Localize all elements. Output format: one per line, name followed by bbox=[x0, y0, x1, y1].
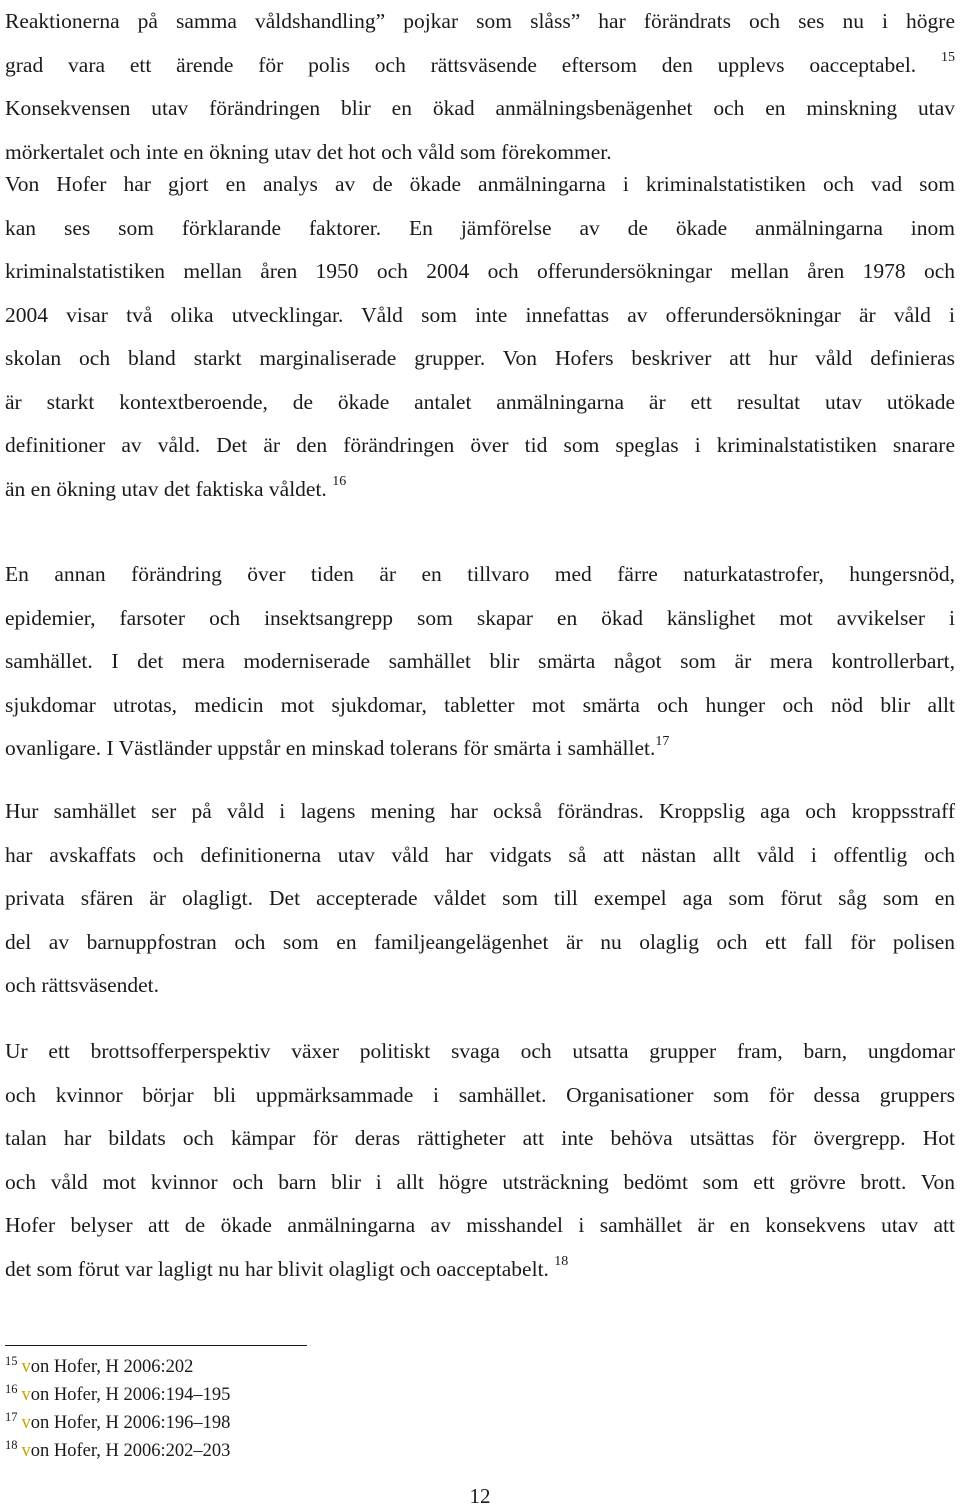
footnotes-section bbox=[5, 1353, 505, 1465]
paragraph-line: 2004 visar två olika utvecklingar. Våld som inte innefattas av offerundersökningar är våld i bbox=[5, 302, 955, 327]
paragraph-line: Reaktionerna på samma våldshandling” pojkar som slåss” har förändrats och ses nu i högre bbox=[5, 9, 955, 33]
footnote-number: 15 bbox=[5, 1353, 18, 1368]
footnote-ref[interactable]: 15 bbox=[941, 50, 956, 66]
footnote-initial: v bbox=[21, 1357, 31, 1377]
footnote-divider bbox=[5, 1345, 307, 1346]
paragraph-line-text: ovanligare. I Västländer uppstår en minskad tolerans för smärta i samhället. bbox=[5, 736, 656, 760]
footnote-item bbox=[5, 1437, 505, 1465]
paragraph-line: sjukdomar utrotas, medicin mot sjukdomar, tabletter mot smärta och hunger och nöd blir allt bbox=[5, 692, 955, 717]
paragraph-line: kan ses som förklarande faktorer. En jämförelse av de ökade anmälningarna inom bbox=[5, 215, 955, 240]
footnote-item bbox=[5, 1381, 505, 1409]
paragraph-line: Hofer belyser att de ökade anmälningarna av misshandel i samhället är en konsekvens utav att bbox=[5, 1213, 955, 1237]
paragraph-line: har avskaffats och definitionerna utav våld har vidgats så att nästan allt våld i offentlig och bbox=[5, 842, 955, 867]
paragraph-line bbox=[5, 1248, 955, 1292]
paragraph-line: och våld mot kvinnor och barn blir i allt högre utsträckning bedömt som ett grövre brott. Von bbox=[5, 1169, 955, 1194]
paragraph-line: och rättsväsendet. bbox=[5, 973, 160, 997]
paragraph-2 bbox=[5, 163, 955, 511]
footnote-ref[interactable]: 18 bbox=[554, 1254, 569, 1270]
paragraph-line: Von Hofer har gjort en analys av de ökade anmälningarna i kriminalstatistiken och vad som bbox=[5, 172, 955, 196]
footnote-ref[interactable]: 16 bbox=[332, 474, 347, 490]
paragraph-line bbox=[5, 44, 955, 88]
footnote-text: on Hofer, H 2006:196–198 bbox=[30, 1413, 231, 1433]
paragraph-line: epidemier, farsoter och insektsangrepp som skapar en ökad känslighet mot avvikelser i bbox=[5, 605, 955, 630]
footnote-number: 18 bbox=[5, 1437, 18, 1452]
paragraph-line: Konsekvensen utav förändringen blir en ökad anmälningsbenägenhet och en minskning utav bbox=[5, 96, 955, 120]
paragraph-line: definitioner av våld. Det är den förändringen över tid som speglas i kriminalstatistiken snarare bbox=[5, 433, 955, 457]
footnote-number: 17 bbox=[5, 1409, 18, 1424]
footnote-initial: v bbox=[21, 1413, 31, 1433]
footnote-initial: v bbox=[21, 1441, 31, 1461]
paragraph-line: och kvinnor börjar bli uppmärksammade i samhället. Organisationer som för dessa gruppers bbox=[5, 1082, 955, 1107]
footnote-text: on Hofer, H 2006:194–195 bbox=[30, 1385, 231, 1405]
paragraph-line bbox=[5, 727, 955, 771]
footnote-number: 16 bbox=[5, 1381, 18, 1396]
paragraph-3 bbox=[5, 553, 955, 771]
paragraph-line-text: än en ökning utav det faktiska våldet. bbox=[5, 476, 327, 501]
paragraph-line-text: grad vara ett ärende för polis och rättsväsende eftersom den upplevs oacceptabel. bbox=[5, 52, 917, 77]
paragraph-line: skolan och bland starkt marginaliserade grupper. Von Hofers beskriver att hur våld definieras bbox=[5, 346, 955, 370]
footnote-initial: v bbox=[21, 1385, 31, 1405]
footnote-item bbox=[5, 1353, 505, 1381]
paragraph-4 bbox=[5, 790, 955, 1008]
footnote-item bbox=[5, 1409, 505, 1437]
footnote-ref[interactable]: 17 bbox=[655, 733, 670, 749]
paragraph-line: Ur ett brottsofferperspektiv växer politiskt svaga och utsatta grupper fram, barn, ungdomar bbox=[5, 1039, 955, 1063]
footnote-text: on Hofer, H 2006:202 bbox=[30, 1357, 194, 1377]
footnote-text: on Hofer, H 2006:202–203 bbox=[30, 1441, 231, 1461]
paragraph-line bbox=[5, 468, 955, 512]
paragraph-line: En annan förändring över tiden är en tillvaro med färre naturkatastrofer, hungersnöd, bbox=[5, 562, 955, 586]
paragraph-line: Hur samhället ser på våld i lagens mening har också förändras. Kroppslig aga och kroppsstraff bbox=[5, 799, 955, 823]
paragraph-line: privata sfären är olagligt. Det accepterade våldet som till exempel aga som förut såg som en bbox=[5, 886, 955, 910]
paragraph-line: är starkt kontextberoende, de ökade antalet anmälningarna är ett resultat utav utökade bbox=[5, 389, 955, 414]
paragraph-line: mörkertalet och inte en ökning utav det hot och våld som förekommer. bbox=[5, 139, 612, 164]
paragraph-line-text: det som förut var lagligt nu har blivit olagligt och oacceptabelt. bbox=[5, 1256, 549, 1281]
paragraph-line: del av barnuppfostran och som en familjeangelägenhet är nu olaglig och ett fall för polisen bbox=[5, 929, 955, 954]
paragraph-5 bbox=[5, 1030, 955, 1291]
paragraph-1 bbox=[5, 0, 955, 174]
paragraph-line: kriminalstatistiken mellan åren 1950 och 2004 och offerundersökningar mellan åren 1978 och bbox=[5, 259, 955, 283]
paragraph-line: talan har bildats och kämpar för deras rättigheter att inte behöva utsättas för övergrepp. Hot bbox=[5, 1126, 955, 1150]
page-number: 12 bbox=[469, 1484, 491, 1508]
paragraph-line: samhället. I det mera moderniserade samhället blir smärta något som är mera kontrollerbart, bbox=[5, 649, 955, 673]
